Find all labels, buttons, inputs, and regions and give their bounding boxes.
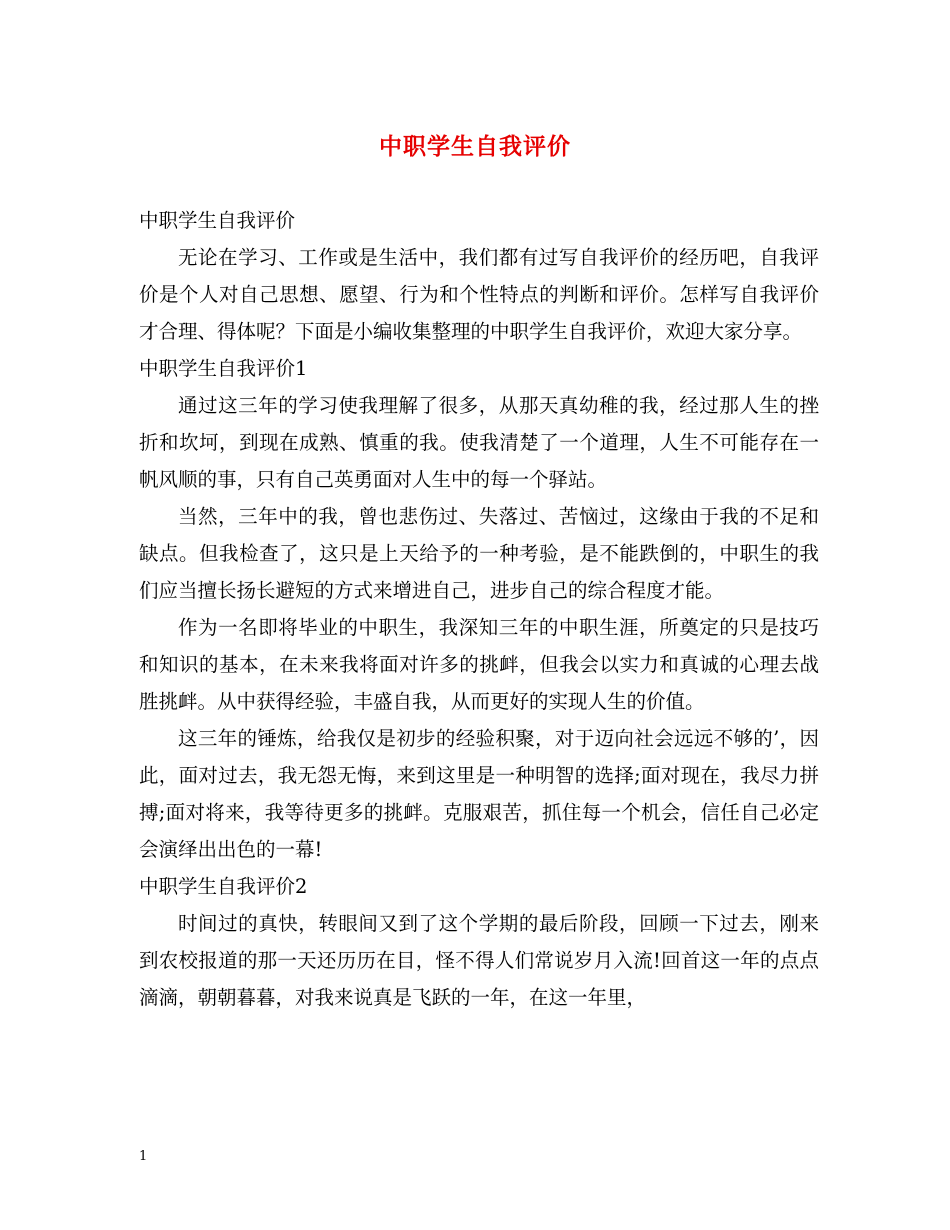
paragraph: 作为一名即将毕业的中职生，我深知三年的中职生涯，所奠定的只是技巧和知识的基本，在未来我将面对许多的挑衅，但我会以实力和真诚的心理去战胜挑衅。从中获得经验，丰盛自我，从而更好的实现人生的价值。 xyxy=(139,616,819,713)
paragraph: 这三年的锤炼，给我仅是初步的经验积聚，对于迈向社会远远不够的’，因此，面对过去，我无怨无悔，来到这里是一种明智的选择;面对现在，我尽力拼搏;面对将来，我等待更多的挑衅。克服艰苦，抓住每一个机会，信任自己必定会演绎出出色的一幕! xyxy=(139,727,819,861)
paragraph: 时间过的真快，转眼间又到了这个学期的最后阶段，回顾一下过去，刚来到农校报道的那一天还历历在目，怪不得人们常说岁月入流!回首这一年的点点滴滴，朝朝暮暮，对我来说真是飞跃的一年，在这一年里， xyxy=(139,912,819,1009)
paragraph: 当然，三年中的我，曾也悲伤过、失落过、苦恼过，这缘由于我的不足和缺点。但我检查了，这只是上天给予的一种考验，是不能跌倒的，中职生的我们应当擅长扬长避短的方式来增进自己，进步自己的综合程度才能。 xyxy=(139,505,819,602)
document-body xyxy=(139,202,819,1016)
paragraph: 无论在学习、工作或是生活中，我们都有过写自我评价的经历吧，自我评价是个人对自己思想、愿望、行为和个性特点的判断和评价。怎样写自我评价才合理、得体呢？下面是小编收集整理的中职学生自我评价，欢迎大家分享。 xyxy=(139,246,819,343)
section-heading: 中职学生自我评价2 xyxy=(139,875,308,898)
section-heading: 中职学生自我评价 xyxy=(139,209,296,232)
document-title: 中职学生自我评价 xyxy=(379,133,571,160)
page-number: 1 xyxy=(139,1149,148,1164)
section-heading: 中职学生自我评价1 xyxy=(139,357,308,380)
paragraph: 通过这三年的学习使我理解了很多，从那天真幼稚的我，经过那人生的挫折和坎坷，到现在成熟、慎重的我。使我清楚了一个道理，人生不可能存在一帆风顺的事，只有自己英勇面对人生中的每一个驿站。 xyxy=(139,394,819,491)
